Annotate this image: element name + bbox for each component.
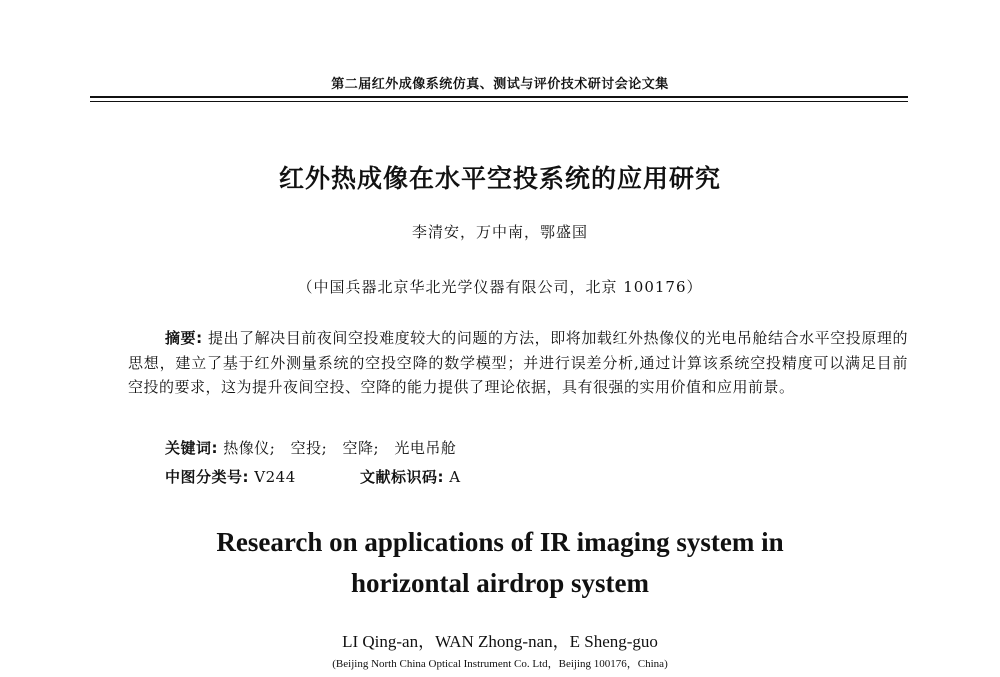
keyword-item: 空投;	[290, 439, 328, 457]
keywords-colon: :	[211, 439, 219, 457]
paper-title-cn: 红外热成像在水平空投系统的应用研究	[278, 164, 721, 193]
abstract-paragraph	[128, 326, 908, 400]
authors-cn: 李清安，万中南，鄂盛国	[411, 223, 588, 241]
keyword-item: 热像仪;	[223, 439, 276, 457]
affiliation-cn: （中国兵器北京华北光学仪器有限公司，北京 100176）	[297, 278, 703, 296]
paper-title-en	[0, 522, 1000, 604]
abstract-block	[128, 326, 908, 400]
classification-value: V244	[254, 468, 296, 486]
classification-label: 中图分类号	[165, 468, 243, 486]
affiliation-en: (Beijing North China Optical Instrument Co. Ltd，Beijing 100176，China)	[332, 658, 668, 670]
keyword-item: 光电吊舱	[394, 439, 457, 457]
paper-title-en-line2: horizontal airdrop system	[351, 568, 649, 598]
document-code-label: 文献标识码	[360, 468, 438, 486]
keywords-line	[165, 437, 466, 458]
header-rule-thick	[90, 96, 908, 98]
classification-line	[165, 466, 296, 487]
document-code-line	[360, 466, 461, 487]
paper-title-en-line1: Research on applications of IR imaging system in	[216, 527, 784, 557]
classification-colon: :	[242, 468, 250, 486]
abstract-label: 摘要	[165, 329, 197, 347]
keyword-item: 空降;	[342, 439, 380, 457]
keywords-label: 关键词	[165, 439, 212, 457]
running-header: 第二届红外成像系统仿真、测试与评价技术研讨会论文集	[331, 77, 669, 92]
document-code-colon: :	[437, 468, 445, 486]
abstract-colon: :	[196, 329, 203, 347]
document-code-value: A	[449, 468, 461, 486]
authors-en: LI Qing-an，WAN Zhong-nan，E Sheng-guo	[342, 632, 658, 651]
abstract-text: 提出了解决目前夜间空投难度较大的问题的方法，即将加载红外热像仪的光电吊舱结合水平空投原理的思想，建立了基于红外测量系统的空投空降的数学模型；并进行误差分析,通过计算该系统空投精度可以满足目前空投的要求，这为提升夜间空投、空降的能力提供了理论依据，具有很强的实用价值和应用前景。	[128, 329, 908, 396]
header-rule-thin	[90, 101, 908, 102]
